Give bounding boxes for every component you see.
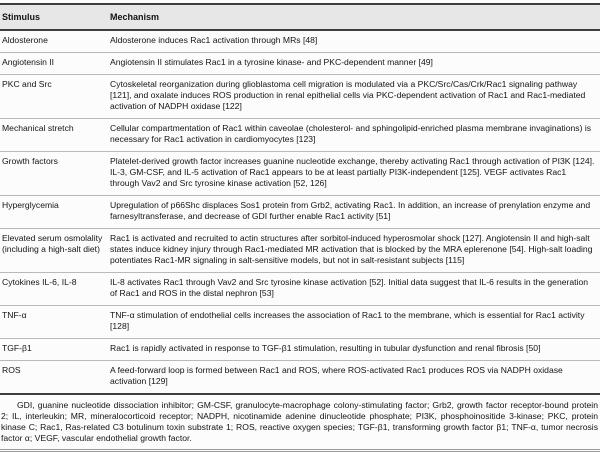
table-row — [0, 361, 600, 395]
mechanism-cell: A feed-forward loop is formed between Rac1 and ROS, where ROS-activated Rac1 produces ROS via NADPH oxidase activation [129] — [108, 361, 600, 395]
stimulus-cell: Mechanical stretch — [0, 119, 108, 152]
stimulus-cell: Elevated serum osmolality (including a high-salt diet) — [0, 229, 108, 273]
table-row — [0, 75, 600, 119]
column-header-mechanism: Mechanism — [108, 4, 600, 30]
mechanism-cell: Aldosterone induces Rac1 activation through MRs [48] — [108, 30, 600, 53]
table-body — [0, 30, 600, 394]
table-row — [0, 30, 600, 53]
mechanism-cell: Rac1 is activated and recruited to actin structures after sorbitol-induced hyperosmolar shock [127]. Angiotensin II and high-salt states induce kidney injury through Rac1-mediated MR activation that is blocked by the MRA eplerenone [54]. High-salt loading potentiates Rac1-MR signaling in salt-sensitive models, but not in salt-resistant subjects [115] — [108, 229, 600, 273]
table-header-row — [0, 4, 600, 30]
table-row — [0, 273, 600, 306]
stimulus-cell: Growth factors — [0, 152, 108, 196]
mechanism-cell: Platelet-derived growth factor increases guanine nucleotide exchange, thereby activating Rac1 through activation of PI3K [124]. IL-3, GM-CSF, and IL-5 activation of Rac1 appears to be at least partially PI3K-independent [125]. VEGF activates Rac1 through Vav2 and Src tyrosine kinase activation [52, 126] — [108, 152, 600, 196]
stimulus-cell: Cytokines IL-6, IL-8 — [0, 273, 108, 306]
column-header-stimulus: Stimulus — [0, 4, 108, 30]
table-row — [0, 152, 600, 196]
table-row — [0, 229, 600, 273]
table-row — [0, 53, 600, 75]
abbreviations-footnote: GDI, guanine nucleotide dissociation inhibitor; GM-CSF, granulocyte-macrophage colony-stimulating factor; Grb2, growth factor receptor-bound protein 2; IL, interleukin; MR, mineralocorticoid receptor; NADPH, nicotinamide adenine dinucleotide phosphate; PI3K, phosphoinositide 3-kinase; PKC, protein kinase C; Rac1, Ras-related C3 botulinum toxin substrate 1; ROS, reactive oxygen species; TGF-β1, transforming growth factor β1; TNF-α, tumor necrosis factor α; VEGF, vascular endothelial growth factor. — [1, 400, 598, 443]
stimulus-cell: TNF-α — [0, 306, 108, 339]
mechanism-cell: Rac1 is rapidly activated in response to TGF-β1 stimulation, resulting in tubular dysfunction and renal fibrosis [50] — [108, 339, 600, 361]
mechanism-cell: IL-8 activates Rac1 through Vav2 and Src tyrosine kinase activation [52]. Initial data suggest that IL-6 results in the generation of Rac1 and ROS in the distal nephron [53] — [108, 273, 600, 306]
mechanism-cell: Cellular compartmentation of Rac1 within caveolae (cholesterol- and sphingolipid-enriched plasma membrane invaginations) is necessary for Rac1 activation in cardiomyocytes [123] — [108, 119, 600, 152]
mechanism-cell: Cytoskeletal reorganization during glioblastoma cell migration is modulated via a PKC/Src/Cas/Crk/Rac1 signaling pathway [121], and oxalate induces ROS production in renal epithelial cells via PKC-dependent activation of Rac1 and Rac1-mediated activation of NADPH oxidase [122] — [108, 75, 600, 119]
stimulus-mechanism-table — [0, 3, 600, 395]
table-row — [0, 339, 600, 361]
stimulus-cell: Angiotensin II — [0, 53, 108, 75]
mechanism-cell: Upregulation of p66Shc displaces Sos1 protein from Grb2, activating Rac1. In addition, an increase of prenylation enzyme and farnesyltransferase, and decrease of GDI further enable Rac1 activity [51] — [108, 196, 600, 229]
stimulus-cell: Aldosterone — [0, 30, 108, 53]
stimulus-cell: Hyperglycemia — [0, 196, 108, 229]
table-row — [0, 119, 600, 152]
table-row — [0, 196, 600, 229]
stimulus-cell: ROS — [0, 361, 108, 395]
mechanism-cell: TNF-α stimulation of endothelial cells increases the association of Rac1 to the membrane, which is essential for Rac1 activity [128] — [108, 306, 600, 339]
stimulus-cell: TGF-β1 — [0, 339, 108, 361]
stimulus-cell: PKC and Src — [0, 75, 108, 119]
mechanism-cell: Angiotensin II stimulates Rac1 in a tyrosine kinase- and PKC-dependent manner [49] — [108, 53, 600, 75]
table-row — [0, 306, 600, 339]
